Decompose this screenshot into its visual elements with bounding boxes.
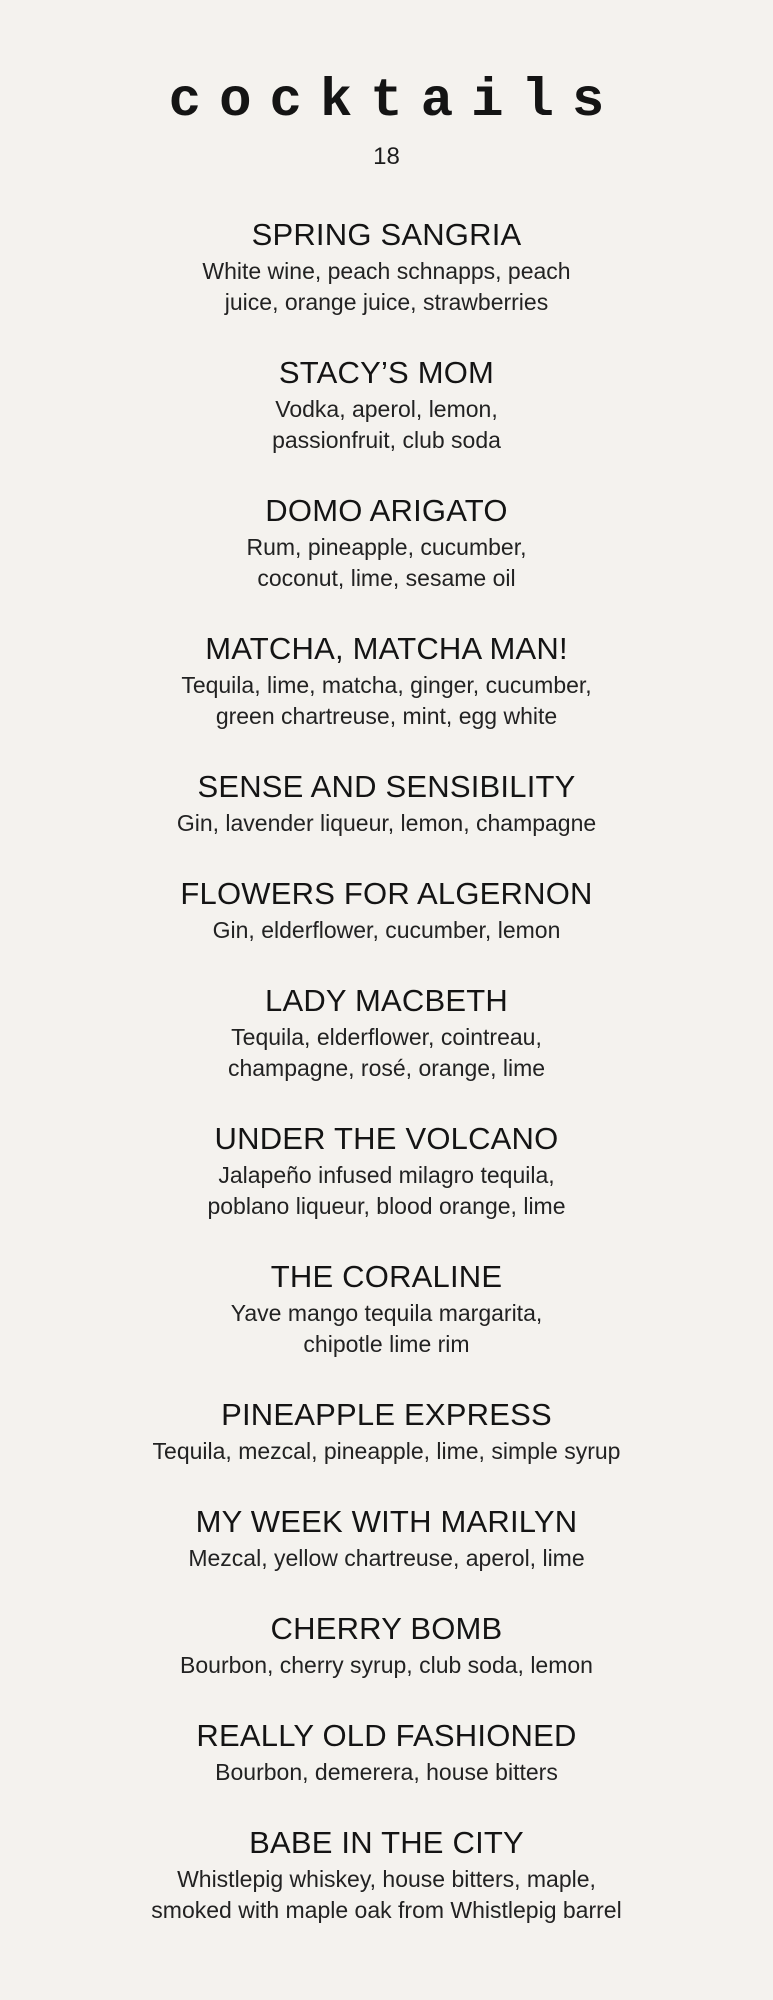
cocktail-item [0,1824,773,1926]
cocktail-name: REALLY OLD FASHIONED [196,1718,577,1753]
cocktail-ingredients [0,1436,773,1467]
ingredients-line: smoked with maple oak from Whistlepig barrel [151,1897,622,1923]
ingredients-line: White wine, peach schnapps, peach [202,258,571,284]
cocktail-name: BABE IN THE CITY [249,1825,524,1860]
ingredients-line: Mezcal, yellow chartreuse, aperol, lime [188,1545,585,1571]
cocktail-item [0,1120,773,1222]
cocktail-item [0,982,773,1084]
cocktail-name: FLOWERS FOR ALGERNON [180,876,593,911]
ingredients-line: Tequila, elderflower, cointreau, [231,1024,542,1050]
cocktail-item [0,875,773,946]
ingredients-line: champagne, rosé, orange, lime [227,1055,546,1081]
ingredients-line: juice, orange juice, strawberries [224,289,549,315]
ingredients-line: Yave mango tequila margarita, [230,1300,543,1326]
cocktail-item [0,1258,773,1360]
cocktail-list [0,216,773,1926]
ingredients-line: poblano liqueur, blood orange, lime [207,1193,566,1219]
ingredients-line: Tequila, lime, matcha, ginger, cucumber, [181,672,592,698]
menu-price: 18 [373,143,400,170]
cocktail-ingredients [0,1543,773,1574]
ingredients-line: Whistlepig whiskey, house bitters, maple, [177,1866,596,1892]
ingredients-line: Tequila, mezcal, pineapple, lime, simple syrup [152,1438,621,1464]
cocktail-ingredients [0,808,773,839]
cocktail-item [0,1503,773,1574]
cocktail-ingredients [0,394,773,456]
cocktail-ingredients [0,670,773,732]
cocktail-item [0,630,773,732]
ingredients-line: Gin, lavender liqueur, lemon, champagne [176,810,597,836]
ingredients-line: Rum, pineapple, cucumber, [246,534,527,560]
cocktail-name: MY WEEK WITH MARILYN [195,1504,578,1539]
cocktail-ingredients [0,1022,773,1084]
cocktail-item [0,1610,773,1681]
cocktail-ingredients [0,1757,773,1788]
cocktail-ingredients [0,256,773,318]
cocktail-item [0,216,773,318]
ingredients-line: coconut, lime, sesame oil [257,565,516,591]
cocktail-item [0,1396,773,1467]
cocktail-name: STACY’S MOM [278,355,495,390]
cocktail-ingredients [0,1650,773,1681]
cocktail-name: SPRING SANGRIA [251,217,522,252]
ingredients-line: chipotle lime rim [303,1331,470,1357]
cocktail-name: LADY MACBETH [265,983,508,1018]
ingredients-line: Vodka, aperol, lemon, [275,396,498,422]
cocktail-item [0,1717,773,1788]
cocktail-name: MATCHA, MATCHA MAN! [205,631,568,666]
cocktail-name: DOMO ARIGATO [265,493,508,528]
cocktail-ingredients [0,1298,773,1360]
ingredients-line: green chartreuse, mint, egg white [215,703,558,729]
ingredients-line: Bourbon, demerera, house bitters [215,1759,558,1785]
ingredients-line: Gin, elderflower, cucumber, lemon [212,917,561,943]
cocktail-name: PINEAPPLE EXPRESS [221,1397,552,1432]
ingredients-line: Jalapeño infused milagro tequila, [218,1162,555,1188]
cocktail-name: UNDER THE VOLCANO [214,1121,559,1156]
cocktail-item [0,768,773,839]
cocktail-ingredients [0,1160,773,1222]
cocktail-name: CHERRY BOMB [270,1611,503,1646]
ingredients-line: passionfruit, club soda [272,427,501,453]
cocktail-name: THE CORALINE [270,1259,503,1294]
cocktail-ingredients [0,915,773,946]
cocktail-item [0,492,773,594]
cocktail-item [0,354,773,456]
cocktail-name: SENSE AND SENSIBILITY [197,769,576,804]
cocktail-ingredients [0,1864,773,1926]
cocktail-ingredients [0,532,773,594]
ingredients-line: Bourbon, cherry syrup, club soda, lemon [180,1652,593,1678]
menu-title: cocktails [168,71,623,132]
